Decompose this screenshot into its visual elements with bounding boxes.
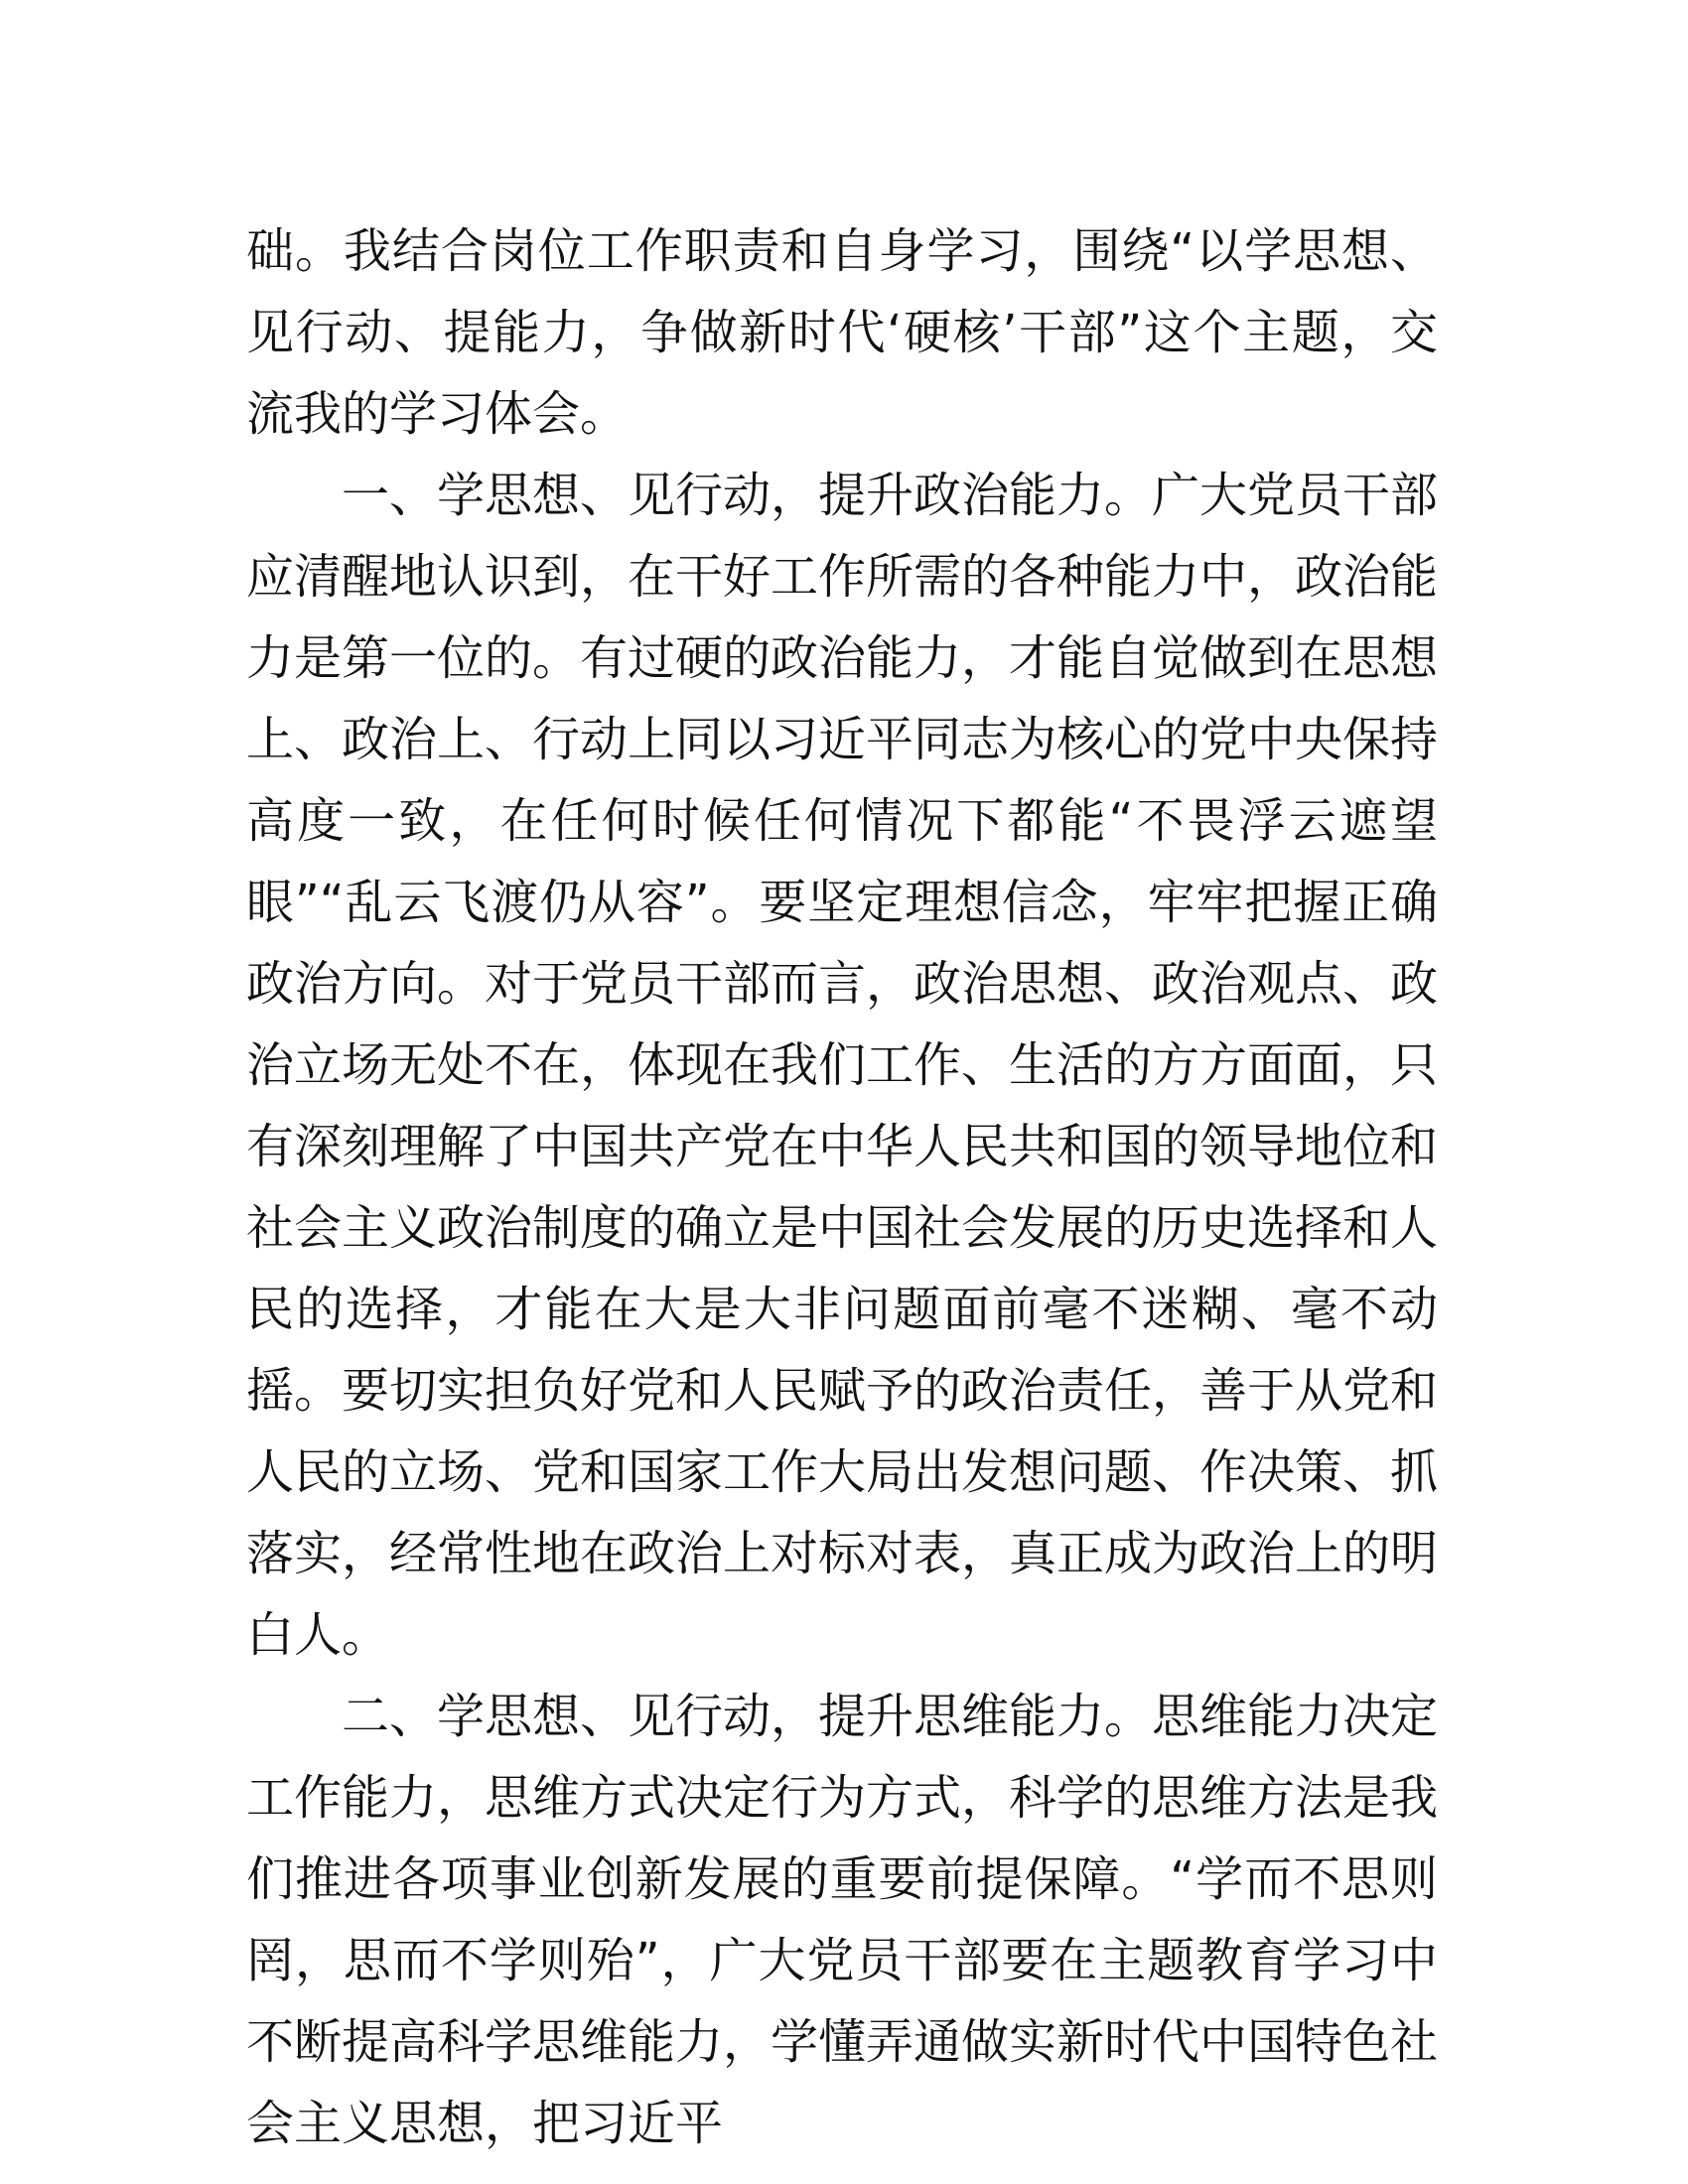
- paragraph-thinking-ability: 二、学思想、见行动，提升思维能力。思维能力决定工作能力，思维方式决定行为方式，科学的思维方法是我们推进各项事业创新发展的重要前提保障。“学而不思则罔，思而不学则殆”，广大党员干部要在主题教育学习中不断提高科学思维能力，学懂弄通做实新时代中国特色社会主义思想，把习近平: [246, 1689, 1439, 2151]
- paragraph-continuation: 础。我结合岗位工作职责和自身学习，围绕“以学思想、见行动、提能力，争做新时代‘硬核’干部”这个主题，交流我的学习体会。: [246, 223, 1438, 442]
- paragraph-political-ability: 一、学思想、见行动，提升政治能力。广大党员干部应清醒地认识到，在干好工作所需的各种能力中，政治能力是第一位的。有过硬的政治能力，才能自觉做到在思想上、政治上、行动上同以习近平同志为核心的党中央保持高度一致，在任何时候任何情况下都能“不畏浮云遮望眼”“乱云飞渡仍从容”。要坚定理想信念，牢牢把握正确政治方向。对于党员干部而言，政治思想、政治观点、政治立场无处不在，体现在我们工作、生活的方方面面，只有深刻理解了中国共产党在中华人民共和国的领导地位和社会主义政治制度的确立是中国社会发展的历史选择和人民的选择，才能在大是大非问题面前毫不迷糊、毫不动摇。要切实担负好党和人民赋予的政治责任，善于从党和人民的立场、党和国家工作大局出发想问题、作决策、抓落实，经常性地在政治上对标对表，真正成为政治上的明白人。: [246, 468, 1439, 1663]
- document-body: [246, 210, 1438, 2164]
